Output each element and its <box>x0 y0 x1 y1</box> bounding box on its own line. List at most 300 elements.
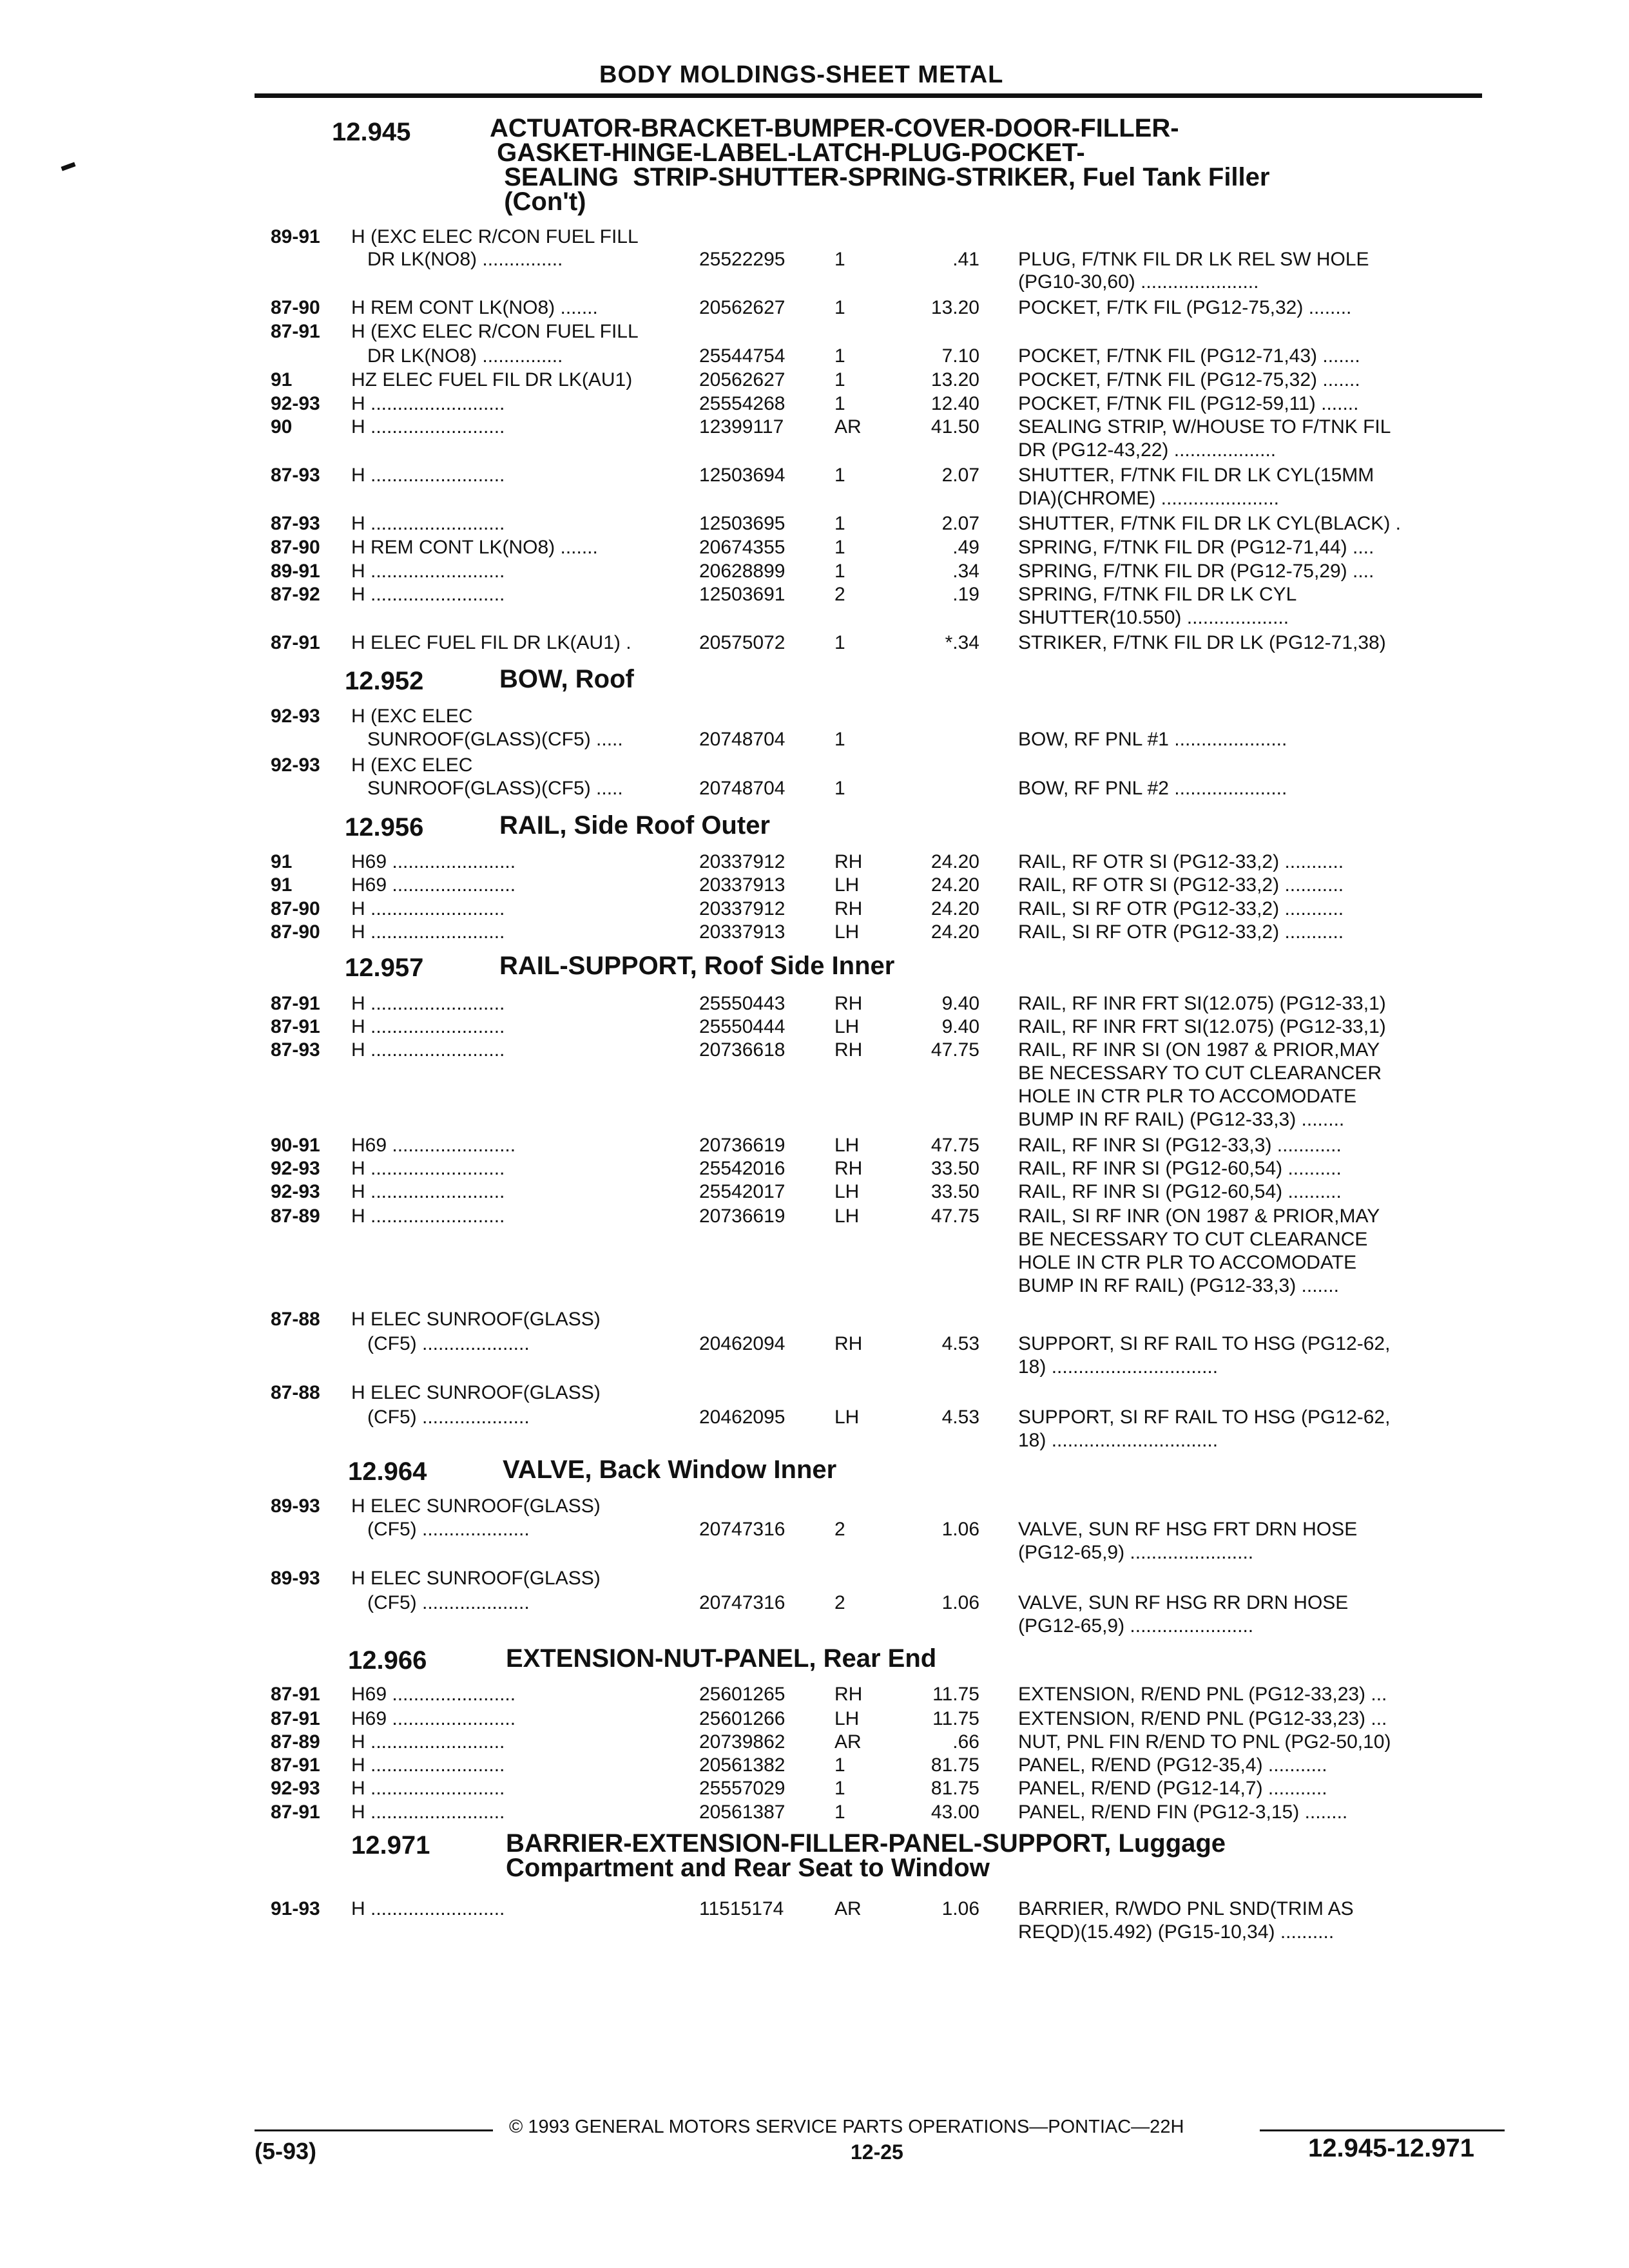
part-number-cell: 25601266 <box>699 1708 786 1729</box>
stray-mark <box>61 162 75 171</box>
description-cell: SHUTTER, F/TNK FIL DR LK CYL(15MM <box>1018 465 1374 486</box>
part-row <box>271 1251 1501 1274</box>
application-cell: (CF5) .................... <box>367 1519 530 1540</box>
section-number-12956: 12.956 <box>345 813 424 841</box>
section-title-12971: BARRIER-EXTENSION-FILLER-PANEL-SUPPORT, Luggage Compartment and Rear Seat to Window <box>506 1829 1226 1882</box>
year-cell: 89-91 <box>271 561 320 582</box>
description-cell: PANEL, R/END FIN (PG12-3,15) ........ <box>1018 1802 1348 1823</box>
part-row <box>271 248 1501 271</box>
price-cell: 33.50 <box>930 1158 979 1179</box>
year-cell: 87-89 <box>271 1731 320 1753</box>
part-row <box>271 874 1501 897</box>
application-cell: H ELEC SUNROOF(GLASS) <box>351 1309 601 1330</box>
description-cell: SUPPORT, SI RF RAIL TO HSG (PG12-62, <box>1018 1407 1391 1428</box>
part-number-cell: 12503691 <box>699 584 786 605</box>
price-cell: 33.50 <box>930 1181 979 1202</box>
part-row <box>271 512 1501 535</box>
price-cell: 24.20 <box>930 851 979 872</box>
application-cell: H69 ....................... <box>351 851 516 872</box>
application-cell: H ......................... <box>351 1802 505 1823</box>
price-cell: .34 <box>952 561 979 582</box>
year-cell: 89-93 <box>271 1495 320 1517</box>
description-cell: RAIL, RF INR SI (ON 1987 & PRIOR,MAY <box>1018 1039 1380 1061</box>
description-cell: EXTENSION, R/END PNL (PG12-33,23) ... <box>1018 1708 1387 1729</box>
part-row <box>271 1683 1501 1706</box>
application-cell: H ......................... <box>351 1206 505 1227</box>
part-number-cell: 20736619 <box>699 1206 786 1227</box>
quantity-cell: LH <box>834 1206 860 1227</box>
part-row <box>271 1308 1501 1331</box>
description-cell: RAIL, RF INR SI (PG12-60,54) .......... <box>1018 1158 1342 1179</box>
part-number-cell: 12503695 <box>699 513 786 534</box>
year-cell: 87-91 <box>271 321 320 342</box>
application-cell: H REM CONT LK(NO8) ....... <box>351 297 598 318</box>
price-cell: 24.20 <box>930 874 979 896</box>
price-cell: 1.06 <box>941 1519 979 1540</box>
quantity-cell: LH <box>834 1181 860 1202</box>
footer-rule-left <box>255 2129 493 2131</box>
quantity-cell: RH <box>834 1333 863 1354</box>
part-number-cell: 20674355 <box>699 537 786 558</box>
part-row <box>271 1085 1501 1108</box>
part-row <box>271 1062 1501 1085</box>
description-cell: BE NECESSARY TO CUT CLEARANCE <box>1018 1229 1368 1250</box>
price-cell: 47.75 <box>930 1206 979 1227</box>
description-cell: BOW, RF PNL #2 ..................... <box>1018 778 1287 799</box>
part-number-cell: 20575072 <box>699 632 786 653</box>
description-cell: BOW, RF PNL #1 ..................... <box>1018 729 1287 750</box>
quantity-cell: 2 <box>834 1519 845 1540</box>
section-number-12971: 12.971 <box>351 1831 430 1860</box>
price-cell: 9.40 <box>941 993 979 1014</box>
page-number: 12-25 <box>851 2140 903 2164</box>
description-cell: SHUTTER, F/TNK FIL DR LK CYL(BLACK) . <box>1018 513 1401 534</box>
application-cell: H69 ....................... <box>351 874 516 896</box>
application-cell: H (EXC ELEC <box>351 754 473 776</box>
application-cell: H ......................... <box>351 1898 505 1919</box>
application-cell: SUNROOF(GLASS)(CF5) ..... <box>367 729 623 750</box>
part-row <box>271 1518 1501 1541</box>
part-row <box>271 1274 1501 1298</box>
description-cell: POCKET, F/TNK FIL (PG12-71,43) ....... <box>1018 345 1360 367</box>
part-number-cell: 20562627 <box>699 369 786 390</box>
part-row <box>271 1356 1501 1379</box>
quantity-cell: 1 <box>834 1754 845 1776</box>
application-cell: H ......................... <box>351 993 505 1014</box>
part-number-cell: 20561387 <box>699 1802 786 1823</box>
quantity-cell: AR <box>834 1731 862 1753</box>
year-cell: 87-88 <box>271 1382 320 1403</box>
part-row <box>271 992 1501 1015</box>
part-number-cell: 11515174 <box>699 1898 784 1919</box>
year-cell: 92-93 <box>271 393 320 414</box>
application-cell: H69 ....................... <box>351 1708 516 1729</box>
quantity-cell: 1 <box>834 1778 845 1799</box>
quantity-cell: 1 <box>834 561 845 582</box>
year-cell: 87-90 <box>271 921 320 943</box>
price-cell: 11.75 <box>932 1684 979 1705</box>
price-cell: 81.75 <box>930 1778 979 1799</box>
price-cell: 1.06 <box>941 1898 979 1919</box>
application-cell: H ......................... <box>351 921 505 943</box>
part-number-cell: 25550444 <box>699 1016 786 1037</box>
year-cell: 87-91 <box>271 993 320 1014</box>
price-cell: 24.20 <box>930 921 979 943</box>
price-cell: 13.20 <box>930 297 979 318</box>
quantity-cell: 1 <box>834 632 845 653</box>
description-cell: REQD)(15.492) (PG15-10,34) .......... <box>1018 1921 1335 1943</box>
application-cell: H ......................... <box>351 465 505 486</box>
description-cell: PLUG, F/TNK FIL DR LK REL SW HOLE <box>1018 249 1369 270</box>
application-cell: H REM CONT LK(NO8) ....... <box>351 537 598 558</box>
application-cell: H ......................... <box>351 1181 505 1202</box>
price-cell: .66 <box>952 1731 979 1753</box>
part-row <box>271 1332 1501 1356</box>
year-cell: 87-89 <box>271 1206 320 1227</box>
application-cell: H ......................... <box>351 1778 505 1799</box>
year-cell: 87-91 <box>271 1754 320 1776</box>
quantity-cell: 1 <box>834 778 845 799</box>
quantity-cell: 1 <box>834 1802 845 1823</box>
year-cell: 87-90 <box>271 537 320 558</box>
part-row <box>271 320 1501 343</box>
application-cell: H ......................... <box>351 1016 505 1037</box>
quantity-cell: LH <box>834 1016 860 1037</box>
part-number-cell: 20337913 <box>699 874 786 896</box>
part-row <box>271 921 1501 944</box>
description-cell: SEALING STRIP, W/HOUSE TO F/TNK FIL <box>1018 416 1391 437</box>
price-cell: .19 <box>952 584 979 605</box>
year-cell: 87-92 <box>271 584 320 605</box>
description-cell: SPRING, F/TNK FIL DR (PG12-71,44) .... <box>1018 537 1374 558</box>
quantity-cell: 1 <box>834 513 845 534</box>
part-row <box>271 1406 1501 1429</box>
year-cell: 92-93 <box>271 706 320 727</box>
quantity-cell: 1 <box>834 393 845 414</box>
price-cell: 9.40 <box>941 1016 979 1037</box>
part-row <box>271 1039 1501 1062</box>
application-cell: (CF5) .................... <box>367 1333 530 1354</box>
section-title-12945: ACTUATOR-BRACKET-BUMPER-COVER-DOOR-FILLER- GASKET-HINGE-LABEL-LATCH-PLUG-POCKET- SEALING STRIP-SHUTTER-SPRING-STRIKER, Fuel Tank Filler (Con't) <box>490 114 1270 216</box>
application-cell: H69 ....................... <box>351 1684 516 1705</box>
price-cell: 47.75 <box>930 1039 979 1061</box>
part-number-cell: 20739862 <box>699 1731 786 1753</box>
description-cell: BUMP IN RF RAIL) (PG12-33,3) ....... <box>1018 1275 1339 1296</box>
description-cell: BARRIER, R/WDO PNL SND(TRIM AS <box>1018 1898 1354 1919</box>
year-cell: 87-93 <box>271 465 320 486</box>
part-row <box>271 369 1501 392</box>
year-cell: 87-91 <box>271 632 320 653</box>
price-cell: 12.40 <box>930 393 979 414</box>
year-cell: 91-93 <box>271 1898 320 1919</box>
description-cell: POCKET, F/TK FIL (PG12-75,32) ........ <box>1018 297 1352 318</box>
application-cell: H ......................... <box>351 898 505 919</box>
year-cell: 87-88 <box>271 1309 320 1330</box>
year-cell: 92-93 <box>271 1181 320 1202</box>
part-number-cell: 20337912 <box>699 851 786 872</box>
year-cell: 89-91 <box>271 226 320 247</box>
section-number-12957: 12.957 <box>345 954 424 982</box>
price-cell: 81.75 <box>930 1754 979 1776</box>
description-cell: RAIL, RF INR FRT SI(12.075) (PG12-33,1) <box>1018 993 1386 1014</box>
quantity-cell: RH <box>834 851 863 872</box>
price-cell: 4.53 <box>941 1407 979 1428</box>
year-cell: 87-93 <box>271 1039 320 1061</box>
quantity-cell: 2 <box>834 584 845 605</box>
year-cell: 87-91 <box>271 1684 320 1705</box>
price-cell: 7.10 <box>941 345 979 367</box>
description-cell: SPRING, F/TNK FIL DR LK CYL <box>1018 584 1297 605</box>
year-cell: 92-93 <box>271 754 320 776</box>
part-row <box>271 536 1501 559</box>
part-number-cell: 12503694 <box>699 465 786 486</box>
copyright: © 1993 GENERAL MOTORS SERVICE PARTS OPERATIONS—PONTIAC—22H <box>509 2117 1184 2137</box>
part-row <box>271 1108 1501 1131</box>
description-cell: DIA)(CHROME) ...................... <box>1018 488 1280 509</box>
application-cell: H (EXC ELEC R/CON FUEL FILL <box>351 226 639 247</box>
quantity-cell: LH <box>834 921 860 943</box>
revision-date: (5-93) <box>255 2138 317 2164</box>
part-number-cell: 25544754 <box>699 345 786 367</box>
part-number-cell: 25601265 <box>699 1684 786 1705</box>
part-row <box>271 1180 1501 1204</box>
application-cell: H ELEC FUEL FIL DR LK(AU1) . <box>351 632 631 653</box>
year-cell: 87-91 <box>271 1016 320 1037</box>
application-cell: H ......................... <box>351 1754 505 1776</box>
year-cell: 89-93 <box>271 1568 320 1589</box>
price-cell: 2.07 <box>941 465 979 486</box>
quantity-cell: LH <box>834 1135 860 1156</box>
part-number-cell: 20337913 <box>699 921 786 943</box>
part-number-cell: 20462095 <box>699 1407 786 1428</box>
quantity-cell: RH <box>834 898 863 919</box>
quantity-cell: RH <box>834 993 863 1014</box>
description-cell: SUPPORT, SI RF RAIL TO HSG (PG12-62, <box>1018 1333 1391 1354</box>
part-row <box>271 1228 1501 1251</box>
part-row <box>271 705 1501 728</box>
section-title-12956: RAIL, Side Roof Outer <box>499 811 770 840</box>
application-cell: H ......................... <box>351 1039 505 1061</box>
description-cell: (PG10-30,60) ...................... <box>1018 271 1259 293</box>
description-cell: 18) ............................... <box>1018 1430 1219 1451</box>
section-title-12952: BOW, Roof <box>499 665 634 693</box>
description-cell: DR (PG12-43,22) ................... <box>1018 439 1277 461</box>
part-row <box>271 583 1501 606</box>
part-number-cell: 20628899 <box>699 561 786 582</box>
quantity-cell: 1 <box>834 249 845 270</box>
year-cell: 90-91 <box>271 1135 320 1156</box>
application-cell: (CF5) .................... <box>367 1407 530 1428</box>
part-row <box>271 392 1501 416</box>
part-row <box>271 1134 1501 1157</box>
part-number-cell: 20748704 <box>699 729 786 750</box>
quantity-cell: 1 <box>834 465 845 486</box>
part-row <box>271 345 1501 368</box>
part-number-cell: 20462094 <box>699 1333 786 1354</box>
application-cell: H (EXC ELEC <box>351 706 473 727</box>
part-row <box>271 1777 1501 1800</box>
part-row <box>271 1801 1501 1824</box>
part-row <box>271 271 1501 294</box>
description-cell: BUMP IN RF RAIL) (PG12-33,3) ........ <box>1018 1109 1345 1130</box>
part-row <box>271 606 1501 629</box>
part-number-cell: 20736619 <box>699 1135 786 1156</box>
description-cell: (PG12-65,9) ....................... <box>1018 1542 1254 1563</box>
description-cell: (PG12-65,9) ....................... <box>1018 1615 1254 1637</box>
description-cell: RAIL, RF OTR SI (PG12-33,2) ........... <box>1018 851 1344 872</box>
part-row <box>271 464 1501 487</box>
description-cell: RAIL, SI RF INR (ON 1987 & PRIOR,MAY <box>1018 1206 1380 1227</box>
description-cell: RAIL, RF INR FRT SI(12.075) (PG12-33,1) <box>1018 1016 1386 1037</box>
description-cell: NUT, PNL FIN R/END TO PNL (PG2-50,10) <box>1018 1731 1391 1753</box>
application-cell: H ELEC SUNROOF(GLASS) <box>351 1568 601 1589</box>
section-range: 12.945-12.971 <box>1308 2134 1475 2162</box>
part-row <box>271 1015 1501 1039</box>
quantity-cell: 1 <box>834 369 845 390</box>
price-cell: 24.20 <box>930 898 979 919</box>
part-row <box>271 1205 1501 1228</box>
price-cell: 1.06 <box>941 1592 979 1613</box>
part-row <box>271 631 1501 655</box>
quantity-cell: AR <box>834 416 862 437</box>
description-cell: PANEL, R/END (PG12-35,4) ........... <box>1018 1754 1327 1776</box>
part-row <box>271 1429 1501 1452</box>
part-number-cell: 25557029 <box>699 1778 786 1799</box>
part-number-cell: 20748704 <box>699 778 786 799</box>
quantity-cell: 1 <box>834 297 845 318</box>
application-cell: DR LK(NO8) ............... <box>367 249 563 270</box>
year-cell: 87-93 <box>271 513 320 534</box>
quantity-cell: 1 <box>834 729 845 750</box>
part-number-cell: 20561382 <box>699 1754 786 1776</box>
section-title-12964: VALVE, Back Window Inner <box>503 1456 837 1484</box>
price-cell: 13.20 <box>930 369 979 390</box>
quantity-cell: LH <box>834 874 860 896</box>
section-number-12945: 12.945 <box>332 118 411 146</box>
application-cell: H ......................... <box>351 513 505 534</box>
description-cell: RAIL, SI RF OTR (PG12-33,2) ........... <box>1018 921 1344 943</box>
year-cell: 90 <box>271 416 293 437</box>
application-cell: H ......................... <box>351 393 505 414</box>
part-row <box>271 226 1501 249</box>
year-cell: 87-90 <box>271 297 320 318</box>
part-number-cell: 12399117 <box>699 416 784 437</box>
quantity-cell: 1 <box>834 345 845 367</box>
year-cell: 91 <box>271 851 293 872</box>
section-number-12964: 12.964 <box>348 1457 427 1486</box>
application-cell: SUNROOF(GLASS)(CF5) ..... <box>367 778 623 799</box>
quantity-cell: AR <box>834 1898 862 1919</box>
year-cell: 87-90 <box>271 898 320 919</box>
description-cell: RAIL, RF OTR SI (PG12-33,2) ........... <box>1018 874 1344 896</box>
footer-rule-right <box>1260 2129 1505 2131</box>
part-row <box>271 898 1501 921</box>
price-cell: 2.07 <box>941 513 979 534</box>
part-row <box>271 1495 1501 1518</box>
description-cell: SPRING, F/TNK FIL DR (PG12-75,29) .... <box>1018 561 1374 582</box>
application-cell: (CF5) .................... <box>367 1592 530 1613</box>
part-row <box>271 1615 1501 1638</box>
description-cell: VALVE, SUN RF HSG RR DRN HOSE <box>1018 1592 1349 1613</box>
description-cell: EXTENSION, R/END PNL (PG12-33,23) ... <box>1018 1684 1387 1705</box>
price-cell: 11.75 <box>932 1708 979 1729</box>
part-row <box>271 487 1501 510</box>
year-cell: 87-91 <box>271 1708 320 1729</box>
price-cell: 47.75 <box>930 1135 979 1156</box>
application-cell: HZ ELEC FUEL FIL DR LK(AU1) <box>351 369 633 390</box>
application-cell: H ELEC SUNROOF(GLASS) <box>351 1382 601 1403</box>
part-number-cell: 25554268 <box>699 393 786 414</box>
quantity-cell: RH <box>834 1158 863 1179</box>
description-cell: RAIL, RF INR SI (PG12-60,54) .......... <box>1018 1181 1342 1202</box>
application-cell: H ......................... <box>351 1731 505 1753</box>
description-cell: HOLE IN CTR PLR TO ACCOMODATE <box>1018 1086 1357 1107</box>
application-cell: H ELEC SUNROOF(GLASS) <box>351 1495 601 1517</box>
description-cell: RAIL, SI RF OTR (PG12-33,2) ........... <box>1018 898 1344 919</box>
quantity-cell: LH <box>834 1708 860 1729</box>
year-cell: 91 <box>271 874 293 896</box>
part-row <box>271 1898 1501 1921</box>
description-cell: BE NECESSARY TO CUT CLEARANCER <box>1018 1062 1382 1084</box>
part-row <box>271 754 1501 777</box>
price-cell: 4.53 <box>941 1333 979 1354</box>
page-title: BODY MOLDINGS-SHEET METAL <box>599 61 1004 88</box>
part-row <box>271 1381 1501 1405</box>
part-number-cell: 20562627 <box>699 297 786 318</box>
year-cell: 92-93 <box>271 1158 320 1179</box>
quantity-cell: 1 <box>834 537 845 558</box>
part-row <box>271 296 1501 320</box>
part-row <box>271 1567 1501 1590</box>
part-number-cell: 25542017 <box>699 1181 786 1202</box>
quantity-cell: 2 <box>834 1592 845 1613</box>
description-cell: PANEL, R/END (PG12-14,7) ........... <box>1018 1778 1327 1799</box>
part-number-cell: 20747316 <box>699 1592 786 1613</box>
part-row <box>271 1921 1501 1944</box>
part-number-cell: 20736618 <box>699 1039 786 1061</box>
part-row <box>271 1707 1501 1731</box>
price-cell: 41.50 <box>930 416 979 437</box>
application-cell: H ......................... <box>351 561 505 582</box>
application-cell: H ......................... <box>351 416 505 437</box>
part-number-cell: 20337912 <box>699 898 786 919</box>
part-row <box>271 1157 1501 1180</box>
description-cell: RAIL, RF INR SI (PG12-33,3) ............ <box>1018 1135 1342 1156</box>
application-cell: H69 ....................... <box>351 1135 516 1156</box>
section-title-12957: RAIL-SUPPORT, Roof Side Inner <box>499 952 895 980</box>
price-cell: .49 <box>952 537 979 558</box>
description-cell: STRIKER, F/TNK FIL DR LK (PG12-71,38) <box>1018 632 1386 653</box>
part-row <box>271 560 1501 583</box>
price-cell: *.34 <box>945 632 979 653</box>
part-number-cell: 25550443 <box>699 993 786 1014</box>
part-row <box>271 728 1501 751</box>
part-row <box>271 439 1501 462</box>
part-row <box>271 1541 1501 1564</box>
description-cell: POCKET, F/TNK FIL (PG12-75,32) ....... <box>1018 369 1360 390</box>
part-number-cell: 25542016 <box>699 1158 786 1179</box>
year-cell: 92-93 <box>271 1778 320 1799</box>
quantity-cell: RH <box>834 1684 863 1705</box>
application-cell: DR LK(NO8) ............... <box>367 345 563 367</box>
part-number-cell: 25522295 <box>699 249 786 270</box>
application-cell: H (EXC ELEC R/CON FUEL FILL <box>351 321 639 342</box>
application-cell: H ......................... <box>351 1158 505 1179</box>
part-row <box>271 777 1501 800</box>
section-number-12952: 12.952 <box>345 667 424 695</box>
description-cell: VALVE, SUN RF HSG FRT DRN HOSE <box>1018 1519 1358 1540</box>
price-cell: 43.00 <box>930 1802 979 1823</box>
